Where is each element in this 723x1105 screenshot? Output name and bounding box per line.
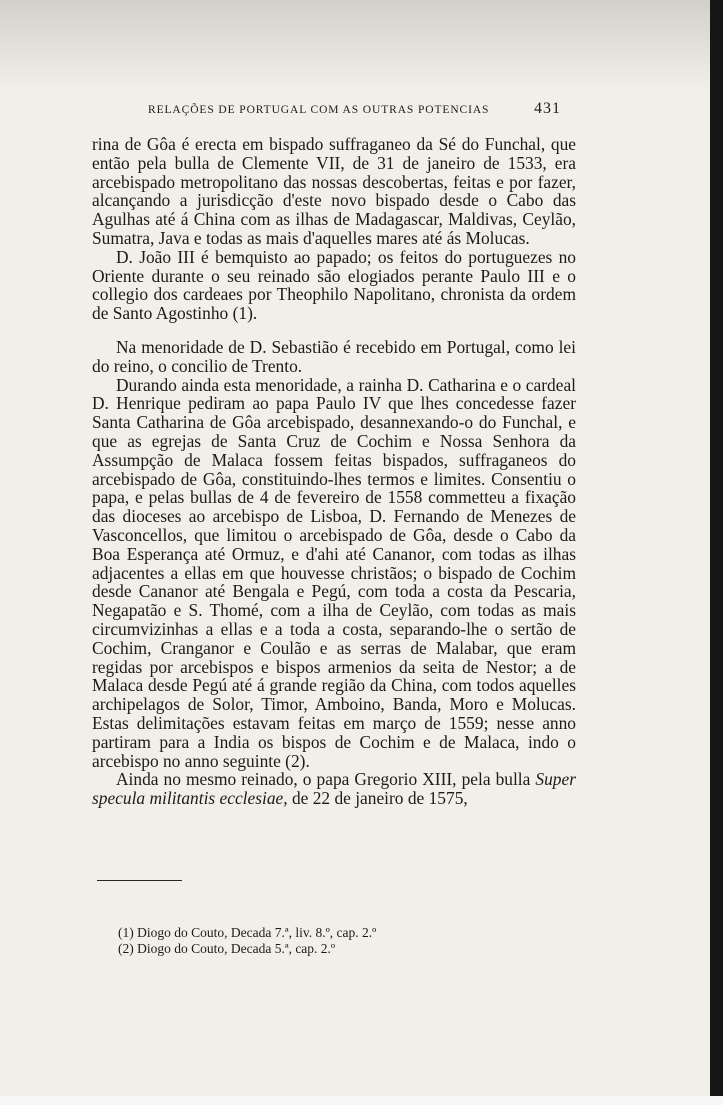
bull-title: Super specula militantis ecclesiae, (92, 769, 576, 809)
paragraph-2: D. João III é bemquisto ao papado; os feitos do portuguezes no Oriente durante o seu reinado são elogiados perante Paulo III e o collegio dos cardeaes por Theophilo Napolitano, chronista da ordem de Santo Agostinho (1). (92, 246, 576, 324)
footnotes (118, 925, 538, 957)
paragraph-5 (92, 770, 576, 808)
page-number: 431 (534, 100, 561, 117)
running-header: RELAÇÕES DE PORTUGAL COM AS OUTRAS POTENCIAS (148, 104, 490, 116)
scan-edge-bottom (0, 1096, 723, 1105)
body-text (92, 135, 576, 808)
footnote-2: (2) Diogo do Couto, Decada 5.ª, cap. 2.º (118, 941, 336, 956)
paragraph-5-end: de 22 de janeiro de 1575, (291, 788, 468, 809)
paragraph-4: Durando ainda esta menoridade, a rainha D. Catharina e o cardeal D. Henrique pediram ao papa Paulo IV que lhes concedesse fazer Santa Catharina de Gôa arcebispado, desannexando-o do Funchal, e que as egrejas de Santa Cruz de Cochim e Nossa Senhora da Assumpção de Malaca fossem feitas bispados, suffraganeos do arcebispado de Gôa, constituindo-lhes termos e limites. Consentiu o papa, e pelas bullas de 4 de fevereiro de 1558 commetteu a fixação das dioceses ao arcebispo de Lisboa, D. Fernando de Menezes de Vasconcellos, que limitou o arcebispado de Gôa, desde o Cabo da Boa Esperança até Ormuz, e d'ahi até Cananor, com todas as ilhas adjacentes a ellas em que houvesse christãos; o bispado de Cochim desde Cananor até Bengala e Pegú, com toda a costa da Pescaria, Negapatão e S. Thomé, com a ilha de Ceylão, com todas as mais circumvizinhas a ellas e a toda a costa, separando-lhe o sertão de Cochim, Cranganor e Coulão e as serras de Malabar, que eram regidas por arcebispos e bispos armenios da seita de Nestor; a de Malaca desde Pegú até á grande região da China, com todos aquelles archipelagos de Solor, Timor, Amboino, Banda, Moro e Molucas. Estas delimitações estavam feitas em março de 1559; nesse anno partiram para a India os bispos de Cochim e de Malaca, indo o arcebispo no anno seguinte (2). (92, 374, 576, 771)
paragraph-3: Na menoridade de D. Sebastião é recebido em Portugal, como lei do reino, o concilio de Trento. (92, 336, 576, 376)
paragraph-5-start: Ainda no mesmo reinado, o papa Gregorio XIII, pela bulla (116, 769, 531, 790)
paragraph-1: rina de Gôa é erecta em bispado suffraganeo da Sé do Funchal, que então pela bulla de Clemente VII, de 31 de janeiro de 1533, era arcebispado metropolitano das nossas descobertas, feitas e por fazer, alcançando a jurisdicção d'este novo bispado desde o Cabo das Agulhas até á China com as ilhas de Madagascar, Maldivas, Ceylão, Sumatra, Java e todas as mais d'aquelles mares até ás Molucas. (92, 134, 576, 248)
footnote-rule (97, 880, 182, 881)
footnote-1: (1) Diogo do Couto, Decada 7.ª, liv. 8.º, cap. 2.º (118, 925, 377, 940)
scan-edge-right (710, 0, 723, 1105)
